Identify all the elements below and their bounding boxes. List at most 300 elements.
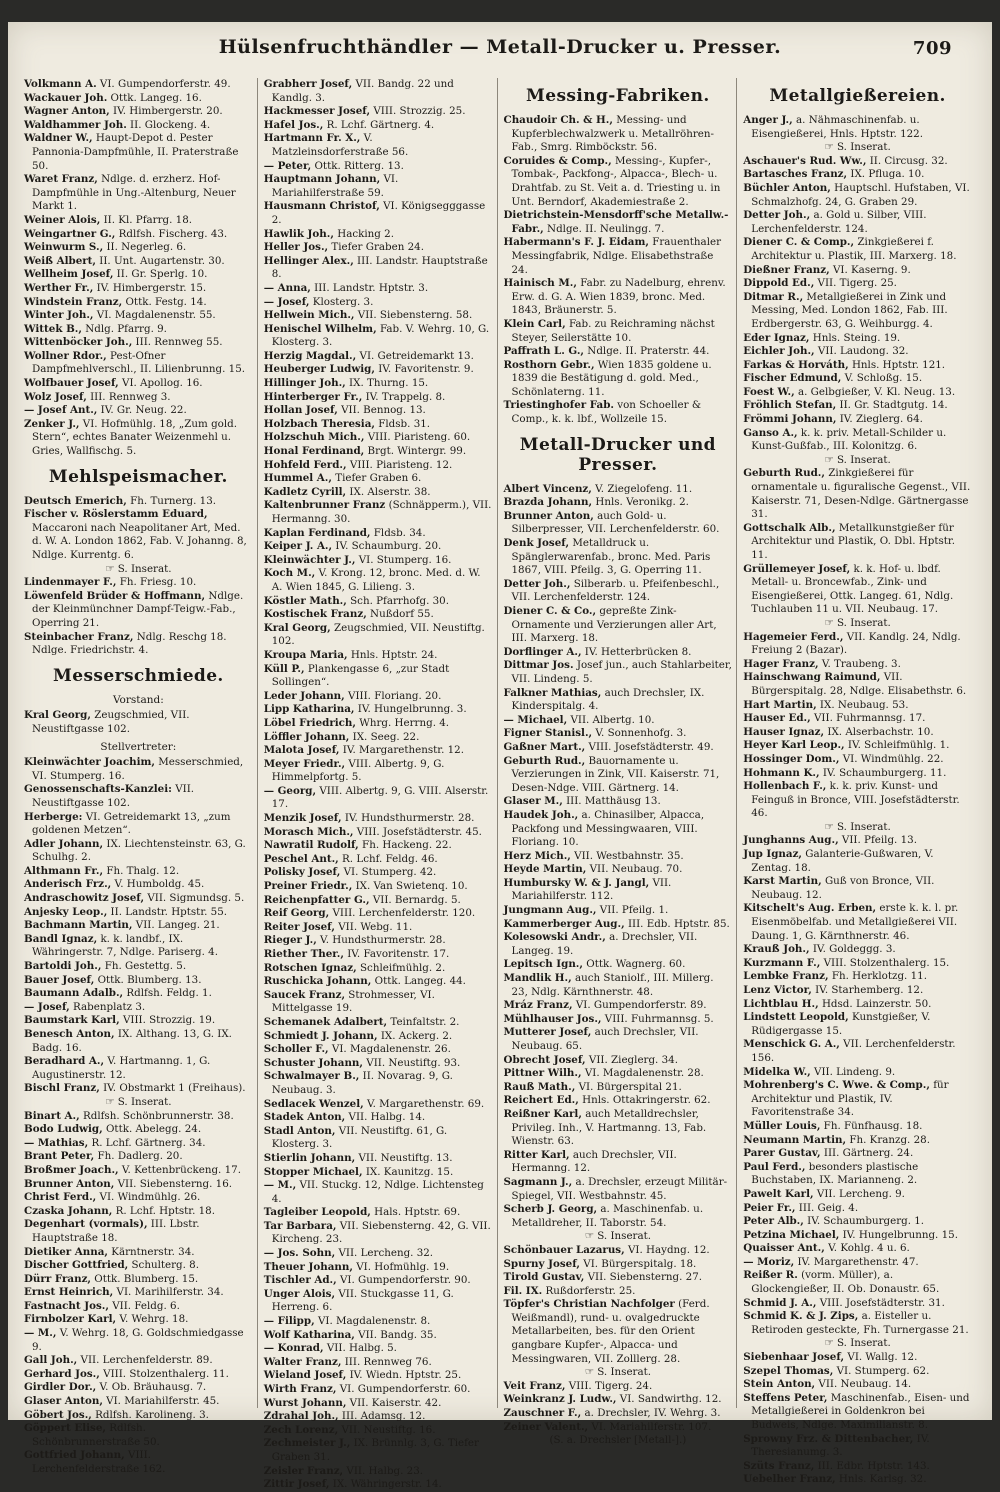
- directory-entry: [504, 755, 733, 796]
- directory-entry: [504, 1258, 733, 1272]
- entry-details: Ottk. Blumberg. 13.: [94, 973, 202, 986]
- entry-name: Heuberger Ludwig,: [263, 363, 375, 376]
- entry-details: Kärntnerstr. 34.: [107, 1245, 195, 1258]
- entry-name: Honal Ferdinand,: [263, 445, 365, 458]
- directory-entry: [264, 1220, 493, 1247]
- entry-details: IV. Himbergerstr. 15.: [93, 281, 207, 294]
- entry-details: VII. Neustiftg. 61, G. Klosterg. 3.: [271, 1124, 448, 1151]
- directory-entry: [504, 537, 733, 578]
- entry-details: Messing- und Kupferblechwalzwerk u. Metallröhren-Fab., Smrg. Rimböckstr. 56.: [511, 114, 714, 154]
- directory-entry: [24, 1178, 253, 1192]
- directory-entry: [264, 785, 493, 812]
- directory-entry: [743, 291, 972, 332]
- directory-entry: [24, 1137, 253, 1151]
- directory-entry: [504, 318, 733, 345]
- directory-entry: [743, 182, 972, 209]
- entry-name: Waldner W.,: [24, 132, 93, 145]
- entry-details: VIII. Josefstädterstr. 49.: [585, 740, 714, 753]
- directory-entry: [264, 622, 493, 649]
- entry-name: Peschel Ant.,: [263, 852, 339, 865]
- entry-name: Discher Gottfried,: [24, 1259, 129, 1272]
- entry-name: Tagleiber Leopold,: [263, 1206, 371, 1219]
- entry-details: VIII. Piaristeng. 60.: [364, 431, 471, 444]
- entry-name: Quaisser Ant.,: [743, 1242, 825, 1255]
- entry-details: IV. Himbergerstr. 20.: [109, 105, 223, 118]
- directory-entry: [504, 510, 733, 537]
- entry-name: Rotschen Ignaz,: [263, 961, 357, 974]
- directory-entry: [504, 918, 733, 932]
- entry-details: Fh. Kranzg. 28.: [846, 1133, 930, 1146]
- entry-details: IV. Zieglerg. 64.: [836, 413, 923, 426]
- entry-name: Löbel Friedrich,: [263, 716, 356, 729]
- entry-name: Lipp Katharina,: [263, 703, 355, 716]
- directory-entry: [264, 431, 493, 445]
- column-4: [743, 78, 976, 1486]
- entry-details: Fab. V. Wehrg. 10, G. Klosterg. 3.: [271, 322, 490, 349]
- entry-name: Stopper Michael,: [263, 1165, 363, 1178]
- entry-details: Maschinenfab., Eisen- und Metallgießerei in Goldenkron bei Budweis, Ndlge. Maximilianstr. 8.: [751, 1391, 970, 1431]
- entry-name: Neumann Martin,: [743, 1133, 847, 1146]
- directory-entry: [743, 753, 972, 767]
- entry-details: VII. Neustiftg. 13.: [355, 1151, 453, 1164]
- entry-details: VII. Zieglerg. 34.: [585, 1053, 678, 1066]
- entry-details: V. Margarethenstr. 69.: [363, 1097, 485, 1110]
- entry-name: Bauer Josef,: [24, 973, 95, 986]
- directory-entry: [24, 783, 253, 810]
- directory-entry: [264, 132, 493, 159]
- directory-entry: [264, 934, 493, 948]
- entry-details: V. Ziegelofeng. 11.: [591, 482, 693, 495]
- directory-entry: [264, 880, 493, 894]
- directory-entry: [24, 323, 253, 337]
- entry-details: Klosterg. 3.: [309, 295, 374, 308]
- entry-name: Parer Gustav,: [743, 1147, 821, 1160]
- entry-details: (Ferd. Weißmandl), rund- u. ovalgedruckte Metallarbeiten, bes. für den Orient gangbare Kupfer-, Alpacca- und Messingwaren, VII. Zolllerg. 28.: [511, 1298, 710, 1365]
- directory-entry: [743, 1392, 972, 1433]
- entry-name: Wurst Johann,: [263, 1396, 347, 1409]
- directory-entry: [743, 563, 972, 617]
- entry-details: II. Circusg. 32.: [866, 154, 948, 167]
- directory-entry: [504, 1421, 733, 1435]
- entry-name: Glaser M.,: [503, 795, 563, 808]
- entry-details: Ottk. Ritterg. 13.: [311, 159, 404, 172]
- directory-entry: [743, 427, 972, 454]
- entry-details: Fh. Hackeng. 22.: [358, 839, 452, 852]
- directory-entry: [504, 114, 733, 155]
- directory-entry: [264, 1465, 493, 1479]
- entry-name: — Konrad,: [263, 1342, 324, 1355]
- directory-entry: [743, 467, 972, 521]
- entry-details: II. Landstr. Hptstr. 55.: [107, 905, 228, 918]
- entry-details: Ottk. Blumberg. 15.: [91, 1272, 199, 1285]
- entry-name: Dietrichstein-Mensdorff'sche Metallw.-Fabr.,: [503, 209, 729, 235]
- entry-name: Midelka W.,: [743, 1065, 811, 1078]
- directory-entry: [24, 268, 253, 282]
- entry-name: Töpfer's Christian Nachfolger: [503, 1298, 675, 1311]
- directory-entry: [24, 377, 253, 391]
- entry-name: Mühlhauser Jos.,: [503, 1012, 602, 1025]
- directory-entry: [24, 350, 253, 377]
- entry-name: Genossenschafts-Kanzlei:: [24, 783, 172, 796]
- entry-details: Fldsb. 34.: [370, 526, 426, 539]
- entry-name: Falkner Mathias,: [503, 686, 602, 699]
- section-heading: Messerschmiede.: [53, 665, 224, 686]
- entry-name: Fastnacht Jos.,: [24, 1299, 109, 1312]
- directory-entry: [504, 399, 733, 426]
- directory-entry: [743, 767, 972, 781]
- entry-details: IX. Thurng. 15.: [345, 377, 429, 390]
- entry-details: III. Rennweg 76.: [341, 1355, 432, 1368]
- entry-details: IX. Seeg. 22.: [349, 730, 420, 743]
- entry-name: Zeiner Valent.,: [503, 1420, 589, 1433]
- entry-name: Zittir Josef,: [263, 1478, 330, 1491]
- directory-entry: [264, 1070, 493, 1097]
- entry-details: Ndlge. der Kleinmünchner Dampf-Teigw.-Fab., Operring 21.: [32, 589, 244, 629]
- entry-name: Hauser Ed.,: [743, 712, 811, 725]
- entry-details: V. Sonnenhofg. 3.: [592, 727, 687, 740]
- entry-details: Pest-Ofner Dampfmehlverschl., II. Lilienbrunng. 15.: [32, 349, 246, 376]
- entry-details: IV. Obstmarkt 1 (Freihaus).: [99, 1082, 246, 1095]
- entry-name: Uebelher Franz,: [743, 1473, 836, 1486]
- entry-details: Rabenplatz 3.: [69, 1000, 146, 1013]
- entry-details: VI. Bürgerspitalg. 18.: [579, 1257, 697, 1270]
- directory-entry: [264, 1179, 493, 1206]
- entry-name: Morasch Mich.,: [263, 825, 354, 838]
- entry-name: Christ Ferd.,: [24, 1191, 97, 1204]
- running-header: [8, 36, 992, 72]
- directory-entry: [264, 1410, 493, 1424]
- directory-entry: [743, 848, 972, 875]
- entry-name: Ritter Karl,: [503, 1148, 570, 1161]
- directory-entry: [743, 984, 972, 998]
- directory-entry: [24, 255, 253, 269]
- entry-name: Lindenmayer F.,: [24, 576, 117, 589]
- directory-entry: [504, 1203, 733, 1230]
- entry-name: — Josef Ant.,: [24, 404, 98, 417]
- directory-entry: [264, 499, 493, 526]
- entry-name: Baumann Adalb.,: [24, 987, 124, 1000]
- directory-entry: [24, 838, 253, 865]
- entry-details: V. Kettenbrückeng. 17.: [118, 1163, 241, 1176]
- entry-details: Zinkgießerei f. Architektur u. Plastik, III. Marxerg. 18.: [751, 236, 957, 262]
- directory-entry: [504, 659, 733, 686]
- entry-name: Schwalmayer B.,: [263, 1070, 360, 1083]
- entry-name: Hohfeld Ferd.,: [263, 458, 347, 471]
- entry-details: Hauptschl. Hufstaben, VI. Schmalzhofg. 24, G. Graben 29.: [751, 181, 970, 208]
- entry-name: Fischer Edmund,: [743, 372, 842, 385]
- entry-details: VI. Mariahilferstr. 45.: [102, 1395, 220, 1408]
- entry-name: Ruschicka Johann,: [263, 975, 372, 988]
- entry-details: IV. Schaumburg. 20.: [332, 540, 442, 553]
- entry-name: Klein Carl,: [503, 317, 566, 330]
- entry-details: VI. Mariahilferstr. 107.: [588, 1420, 712, 1433]
- entry-details: VI. Sandwirthg. 12.: [616, 1393, 722, 1406]
- directory-entry: [264, 1315, 493, 1329]
- entry-name: Herzig Magdal.,: [263, 349, 357, 362]
- entry-details: VIII. Albertg. 9, G. Himmelpfortg. 5.: [271, 757, 445, 784]
- entry-name: Detter Joh.,: [503, 577, 571, 590]
- entry-name: Petzina Michael,: [743, 1228, 840, 1241]
- entry-details: IV. Starhemberg. 12.: [811, 984, 924, 996]
- entry-details: V. Wehrg. 18, G. Goldschmiedgasse 9.: [32, 1327, 244, 1353]
- directory-entry: [743, 168, 972, 182]
- entry-details: a. Maschinenfab. u. Metalldreher, II. Taborstr. 54.: [511, 1203, 704, 1229]
- inserat-note: ☞ S. Inserat.: [824, 453, 891, 466]
- directory-entry: [24, 878, 253, 892]
- entry-name: Anjesky Leop.,: [24, 905, 108, 918]
- entry-details: VII. Siebensterng. 16.: [114, 1177, 233, 1190]
- entry-details: VII. Halbg. 5.: [323, 1342, 397, 1355]
- directory-entry: [743, 522, 972, 563]
- directory-entry: [264, 649, 493, 663]
- entry-name: Bischl Franz,: [24, 1082, 100, 1095]
- directory-entry: [264, 758, 493, 785]
- entry-name: Aschauer's Rud. Ww.,: [743, 154, 867, 167]
- entry-name: Hummel A.,: [263, 472, 332, 485]
- entry-details: auch Metalldrechsler, Privileg. Inh., V. Hartmanng. 13, Fab. Wienstr. 63.: [511, 1107, 707, 1148]
- directory-entry: [504, 1244, 733, 1258]
- entry-details: VIII. Fuhrmannsg. 5.: [601, 1012, 714, 1025]
- entry-name: Bodo Ludwig,: [24, 1123, 103, 1136]
- directory-entry: [264, 1288, 493, 1315]
- directory-entry: [24, 1055, 253, 1082]
- entry-details: Hnls. Karlsg. 32.: [835, 1473, 927, 1486]
- entry-name: Hausmann Christof,: [263, 200, 380, 213]
- entry-name: Mohrenberg's C. Wwe. & Comp.,: [743, 1079, 930, 1092]
- entry-name: Hainisch M.,: [503, 277, 577, 290]
- entry-details: VII. Lerchenfelderstr. 156.: [751, 1038, 956, 1064]
- entry-details: a. Eisteller u. Retiroden gesteckte, Fh. Turnergasse 21.: [751, 1310, 969, 1336]
- directory-entry: [504, 359, 733, 400]
- entry-name: Deutsch Emerich,: [24, 494, 127, 507]
- directory-entry: [743, 1460, 972, 1474]
- entry-details: VIII. Albertg. 9, G. VIII. Alserstr. 17.: [271, 784, 489, 811]
- entry-details: VI. Stumperg. 42.: [340, 866, 437, 879]
- directory-entry: [264, 1369, 493, 1383]
- inserat-note: ☞ S. Inserat.: [105, 562, 172, 575]
- entry-details: Rdlfsh. Schönbrunnerstr. 38.: [79, 1109, 234, 1122]
- entry-details: Tiefer Graben 24.: [328, 241, 425, 254]
- directory-entry: [264, 717, 493, 731]
- entry-name: Reichenpfatter G.,: [263, 893, 370, 906]
- directory-entry: [743, 671, 972, 698]
- directory-entry: [24, 119, 253, 133]
- entry-details: V. Ob. Bräuhausg. 7.: [96, 1381, 207, 1394]
- directory-entry: [743, 998, 972, 1012]
- directory-entry: [504, 931, 733, 958]
- entry-details: IX. Währingerstr. 14.: [329, 1478, 442, 1491]
- directory-entry: [24, 974, 253, 988]
- entry-name: Hainschwang Raimund,: [743, 671, 881, 684]
- directory-entry: [24, 309, 253, 323]
- entry-details: III. Geig. 4.: [795, 1201, 859, 1214]
- entry-name: Reißner Karl,: [503, 1107, 582, 1120]
- column-2: [263, 78, 498, 1491]
- entry-details: V. Hartmanng. 1, G. Augustinerstr. 12.: [32, 1055, 211, 1081]
- entry-name: Heller Jos.,: [263, 241, 329, 254]
- directory-entry: [264, 948, 493, 962]
- entry-name: Dittmar Jos.: [503, 659, 574, 672]
- directory-entry: [24, 1286, 253, 1300]
- entry-details: IX. Liechtensteinstr. 63, G. Schulhg. 2.: [32, 837, 246, 864]
- directory-entry: [504, 1067, 733, 1081]
- entry-name: — Georg,: [263, 784, 317, 797]
- entry-details: VI. Marihilferstr. 34.: [113, 1286, 224, 1299]
- entry-name: Tischler Ad.,: [263, 1274, 337, 1287]
- entry-details: Zeugschmied, VII. Neustiftgasse 102.: [32, 709, 190, 735]
- directory-entry: [264, 296, 493, 310]
- entry-name: Stadl Anton,: [263, 1124, 336, 1137]
- directory-entry: [743, 1079, 972, 1120]
- entry-details: IV. Hungelbrunng. 3.: [354, 703, 467, 716]
- directory-entry: [504, 646, 733, 660]
- directory-entry: [264, 1342, 493, 1356]
- directory-entry: [264, 962, 493, 976]
- directory-entry: [264, 1043, 493, 1057]
- entry-details: VII. Langeg. 21.: [132, 919, 220, 932]
- entry-name: Menzik Josef,: [263, 812, 342, 825]
- entry-details: VII. Lindeng. 9.: [810, 1065, 896, 1078]
- entry-details: Ndlge. II. Praterstr. 44.: [584, 345, 710, 358]
- entry-details: a. Nähmaschinenfab. u. Eisengießerei, Hnls. Hptstr. 122.: [751, 114, 924, 140]
- directory-entry: [743, 1066, 972, 1080]
- entry-details: Guß von Bronce, VII. Neubaug. 12.: [751, 875, 935, 901]
- directory-entry: [743, 712, 972, 726]
- inserat-note: ☞ S. Inserat.: [105, 1095, 172, 1108]
- subheading: Vorstand:: [112, 693, 164, 706]
- entry-name: Göppert Elise,: [24, 1422, 106, 1435]
- entry-details: Fh. Fünfhausg. 18.: [820, 1119, 923, 1132]
- entry-details: IV. Hundsthurmerstr. 28.: [341, 812, 475, 825]
- directory-entry: [264, 527, 493, 541]
- entry-name: — Anna,: [263, 281, 311, 294]
- entry-name: Hellinger Alex.,: [263, 254, 354, 267]
- entry-name: Henischel Wilhelm,: [263, 322, 377, 335]
- directory-entry: [24, 919, 253, 933]
- directory-entry: [743, 726, 972, 740]
- directory-entry: [504, 1081, 733, 1095]
- entry-name: Tirold Gustav,: [503, 1271, 585, 1284]
- entry-details: V. Krong. 12, bronc. Med. d. W. A. Wien 1845, G. Lilieng. 3.: [271, 567, 481, 593]
- entry-name: Wirth Franz,: [263, 1383, 337, 1395]
- entry-name: Szüts Franz,: [743, 1459, 815, 1472]
- directory-entry: [264, 350, 493, 364]
- entry-details: VII. Kandlg. 24, Ndlg. Freiung 2 (Bazar).: [751, 630, 961, 657]
- entry-name: Adler Johann,: [24, 837, 104, 850]
- entry-name: Peier Fr.,: [743, 1201, 796, 1214]
- entry-name: — Michael,: [503, 713, 568, 726]
- entry-details: Metalldruck u. Spänglerwarenfab., bronc. Med. Paris 1867, VIII. Pfeilg. 3, G. Operring 11.: [511, 537, 711, 577]
- directory-entry: [264, 228, 493, 242]
- entry-name: Zauschner F.,: [503, 1407, 582, 1420]
- entry-name: Sprowny Frz. & Dittenbacher,: [743, 1432, 914, 1445]
- directory-entry: [743, 1120, 972, 1134]
- directory-entry: [743, 114, 972, 141]
- entry-details: VI. Kaserng. 9.: [829, 263, 911, 276]
- entry-details: Messing-, Kupfer-, Tombak-, Packfong-, Alpacca-, Blech- u. Drahtfab. zu St. Veit a. d. Triesting u. in Unt. Berndorf, Akademiestraße 2.: [511, 154, 721, 208]
- entry-name: Unger Alois,: [263, 1287, 336, 1300]
- entry-details: Schulterg. 8.: [128, 1259, 200, 1272]
- entry-name: Hollenbach F.,: [743, 780, 827, 793]
- entry-details: V. Kohlg. 4 u. 6.: [824, 1242, 910, 1255]
- entry-name: Triestinghofer Fab.: [503, 399, 615, 412]
- entry-details: VII. Bürgerspitalg. 28, Ndlge. Elisabethstr. 6.: [751, 671, 967, 697]
- entry-name: Polisky Josef,: [263, 866, 341, 879]
- directory-entry: [24, 1164, 253, 1178]
- directory-entry: [264, 1383, 493, 1397]
- directory-entry: [24, 1327, 253, 1354]
- entry-details: IX. Brünnlg. 3, G. Tiefer Graben 31.: [271, 1437, 479, 1463]
- directory-entry: [24, 391, 253, 405]
- directory-entry: [24, 495, 253, 509]
- entry-name: Obrecht Josef,: [503, 1053, 586, 1066]
- entry-name: Holzbach Theresia,: [263, 417, 375, 430]
- entry-details: auch Drechsler, VII. Neubaug. 65.: [511, 1026, 699, 1052]
- directory-entry: [24, 590, 253, 631]
- entry-details: a. Chinasilber, Alpacca, Packfong und Messingwaaren, VIII. Floriang. 10.: [511, 808, 705, 849]
- directory-entry: [24, 1395, 253, 1409]
- entry-name: — Josef,: [24, 1000, 70, 1013]
- directory-entry: [24, 1246, 253, 1260]
- entry-name: Hohmann K.,: [743, 766, 820, 779]
- entry-name: Andraschowitz Josef,: [24, 892, 145, 905]
- entry-details: VII. Westbahnstr. 35.: [570, 849, 684, 862]
- entry-name: Weinwurm S.,: [24, 241, 104, 254]
- entry-details: Ottk. Wagnerg. 60.: [582, 958, 686, 971]
- directory-entry: [264, 703, 493, 717]
- entry-details: Ottk. Festg. 14.: [122, 295, 207, 308]
- entry-details: VI. Hofmühlg. 18, „Zum gold. Stern“, echtes Banater Weizenmehl u. Gries, Wallfischg. 5.: [32, 417, 238, 458]
- entry-name: Zeisler Franz,: [263, 1464, 344, 1477]
- entry-details: Hnls. Ottakringerstr. 62.: [578, 1094, 711, 1107]
- directory-entry: [264, 418, 493, 432]
- entry-name: Löwenfeld Brüder & Hoffmann,: [24, 589, 206, 602]
- directory-entry: [24, 1354, 253, 1368]
- section-heading: Messing-Fabriken.: [526, 86, 710, 106]
- entry-name: Göbert Jos.,: [24, 1408, 92, 1421]
- directory-entry: [24, 756, 253, 783]
- entry-name: Riether Ther.,: [263, 948, 344, 960]
- directory-entry: [264, 160, 493, 174]
- entry-name: Wolf Katharina,: [263, 1328, 355, 1341]
- entry-name: Kolesowski Andr.,: [503, 931, 606, 944]
- entry-details: VII. Pfeilg. 1.: [596, 904, 669, 917]
- directory-entry: [24, 1449, 253, 1476]
- entry-name: Weingartner G.,: [24, 227, 116, 240]
- entry-name: Holzschuh Mich.,: [263, 431, 365, 444]
- directory-entry: [24, 631, 253, 658]
- entry-details: Wien 1835 goldene u. 1839 die Bestätigung d. gold. Med., Schönlaterng. 11.: [511, 358, 712, 398]
- entry-name: Veit Franz,: [503, 1379, 566, 1392]
- columns-container: [24, 78, 976, 1491]
- entry-name: Wagner Anton,: [24, 105, 110, 118]
- directory-entry: [743, 1473, 972, 1487]
- directory-entry: [504, 687, 733, 714]
- entry-details: VII. Neustiftg. 93.: [363, 1056, 461, 1069]
- entry-name: Szepel Thomas,: [743, 1364, 834, 1377]
- entry-name: Kaltenbrunner Franz: [263, 499, 386, 512]
- entry-details: IX. Ackerg. 2.: [377, 1029, 453, 1042]
- directory-entry: [504, 483, 733, 497]
- entry-name: Heyde Martin,: [503, 863, 587, 876]
- directory-entry: [264, 554, 493, 568]
- entry-name: Theuer Johann,: [263, 1260, 353, 1273]
- entry-name: Anger J.,: [743, 114, 793, 126]
- entry-name: Sagmann J.,: [503, 1175, 573, 1188]
- entry-details: V. Matzleinsdorferstraße 56.: [271, 132, 409, 158]
- directory-entry: [24, 214, 253, 228]
- entry-name: Malota Josef,: [263, 744, 340, 757]
